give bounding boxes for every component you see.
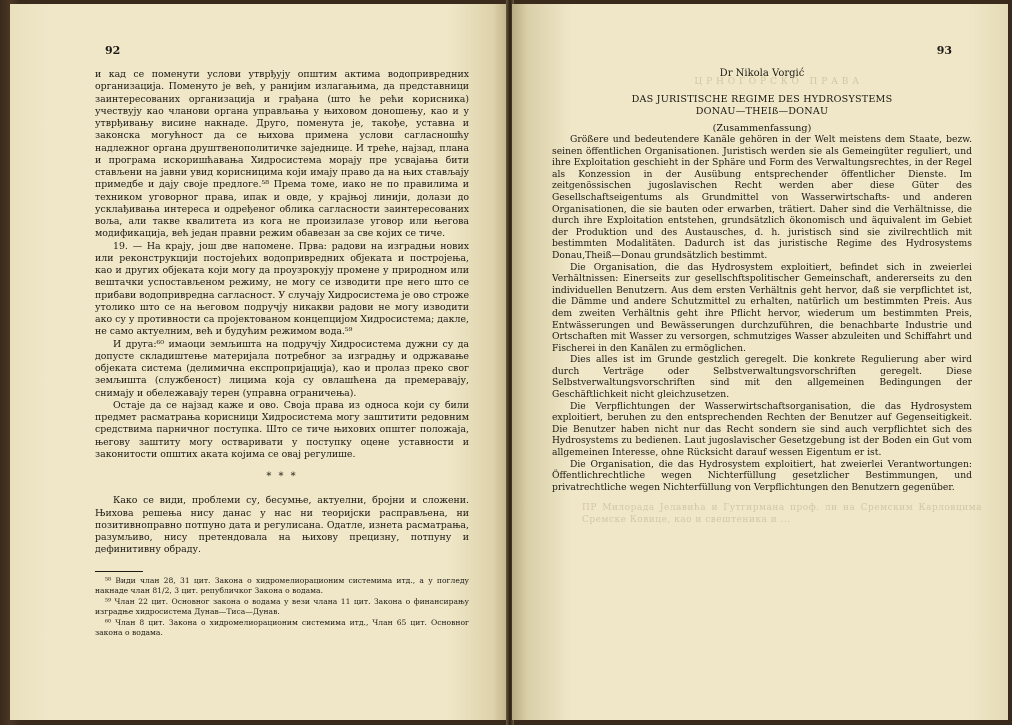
footnotes bbox=[95, 576, 469, 639]
paragraph: Dies alles ist im Grunde gestzlich geregelt. Die konkrete Regulierung aber wird durch Verträge oder Selbstverwaltungsvorschriften geregelt. Diese Selbstverwaltungsvorschriften sind mit den allgemeinen Bedingungen der Geschäftlichkeit nicht gleichzusetzen. bbox=[552, 354, 972, 401]
article-subtitle: (Zusammenfassung) bbox=[712, 123, 812, 134]
footnote: ⁵⁹ Члан 22 цит. Основног закона о водама у вези члана 11 цит. Закона о финансирању изградње хидросистема Дунав—Тиса—Дунав. bbox=[95, 597, 469, 616]
footnote: ⁶⁰ Члан 8 цит. Закона о хидромелиорационим системима итд., Члан 65 цит. Основног закона о водама. bbox=[95, 618, 469, 637]
paragraph: 19. — На крају, још две напомене. Прва: радови на изградњи нових или реконструкцији постојећих водопривредних објеката и постројења, као и других објеката који могу да проузрокују промене у природном или вештачки успостављеном режиму, не могу се изводити пре него што се прибави водопривредна сагласност. У случају Хидросистема је ово строже утолико што се на његовом подручју никакви радови не могу изводити ако су у противности са пројектованом концепцијом Хидросистема; дакле, не само актуелним, већ и будућим режимом вода.⁵⁹ bbox=[95, 240, 469, 338]
paragraph: И друга:⁶⁰ имаоци земљишта на подручју Хидросистема дужни су да допусте складиштење материјала потребног за изградњу и одржавање објеката система (делимична експропријација), као и пролаз преко свог земљишта (службеност) лицима која су овлашћена да премеравају, снимају и обележавају терен (управна ограничења). bbox=[95, 338, 469, 399]
section-separator: * * * bbox=[266, 471, 298, 482]
author-name: Dr Nikola Vorgić bbox=[719, 68, 805, 79]
closing-paragraph: Како се види, проблеми су, бесумње, актуелни, бројни и сложени. Њихова решења нису данас у нас ни теоријски расправљена, ни позитивноправно потпуно дата и регулисана. Одатле, изнета расматрања, разумљиво, нису претендовала на њихову прецизну, потпуну и дефинитивну обраду. bbox=[95, 495, 469, 556]
paragraph: Die Organisation, die das Hydrosystem exploitiert, hat zweierlei Verantwortungen: Öffentlichrechtliche wegen Nichterfüllung gesetzlicher Bestimmungen, und privatrechtliche wegen Nichterfüllung von Verpflichtungen den Benutzern gegenüber. bbox=[552, 458, 972, 493]
show-through-text: ПР Милорада Јелавића и Гутгирмана проф. ли на Сремским Карловцима Сремске Ковице, као и свештеника и ... bbox=[582, 503, 982, 525]
paragraph: и кад се поменути услови утврђују општим актима водопривредних организација. Поменуто је већ, у ранијим излагањима, да представници заинтересованих организација и грађана (што ће рећи корисника) учествују као чланови органа управљања у њиховом доношењу, као и у утврђивању висине накнаде. Друго, поменута је, такође, уставна и законска могућност да се њихова примена услови сагласношћу надлежног органа друштвенополитичке заједнице. И треће, најзад, плана и програма искоришћавања Хидросистема морају пре усвајања бити стављени на јавни увид корисницима који имају право да на њих стављају примедбе и дају своје предлоге.⁵⁸ Према томе, иако не по правилима и техником уговорног права, ипак и овде, у крајњој линији, долази до усклађивања интереса и одређеног облика сагласности заинтересованих воља, али такве квалитета из кога не произилазе уговор или његова модификација, већ један правни режим обавезан за све којих се тиче. bbox=[95, 69, 469, 240]
paragraph: Die Verpflichtungen der Wasserwirtschaftsorganisation, die das Hydrosystem exploitiert, beruhen zu den entsprechenden Rechten der Benutzer auf Gegenseitigkeit. Die Benutzer haben nicht nur das Recht sondern sie sind auch verpflichtet sich des Hydrosystems zu bedienen. Laut jugoslavischer Gesetzgebung ist der Boden ein Gut vom allgemeinen Interesse, ohne Rücksicht darauf wessen Eigentum er ist. bbox=[552, 400, 972, 459]
article-heading bbox=[552, 68, 972, 134]
page-number: 92 bbox=[105, 44, 121, 57]
page-number: 93 bbox=[936, 44, 952, 57]
body-text bbox=[95, 69, 469, 557]
footnote-rule bbox=[95, 571, 143, 572]
footnote: ⁵⁸ Види члан 28, 31 цит. Закона о хидромелиорационим системима итд., а у погледу накнаде члан 81/2, 3 цит. републичког Закона о водама. bbox=[95, 576, 469, 595]
paragraph: Größere und bedeutendere Kanäle gehören in der Welt meistens dem Staate, bezw. seinen öffentlichen Organisationen. Juristisch werden sie als Gemeingüter reguliert, und ihre Exploitation geschieht in der Sphäre und Form des Verwaltungsrechtes, in der Regel als Konzession in der Ausübung entsprechender öffentlicher Dienste. Im zeitgenössischen jugoslavischen Recht werden aber diese Güter des Gesellschaftseigentums als Grundmittel von Wasserwirtschafts- und anderen Organisationen, die sie bauten oder erwarben, trätiert. Daher sind die Verhältnisse, die durch ihre Exploitation entstehen, grundsätzlich ökonomisch und äquivalent im Gebiet der Produktion und des Austausches, d. h. juristisch sind sie zivilrechtlich mit bestimmten Modalitäten. Dadurch ist das juristische Regime des Hydrosystems Donau,Theiß—Donau grundsätzlich bestimmt. bbox=[552, 134, 972, 261]
paragraph: Die Organisation, die das Hydrosystem exploitiert, befindet sich in zweierlei Verhältnissen: Einerseits zur gesellschftspolitischer Gemeinschaft, andererseits zu den individuellen Benutzern. Aus dem ersten Verhältnis geht hervor, daß sie verpflichtet ist, die Dämme und andere Schutzmittel zu erhalten, natürlich um bestimmten Preis. Aus dem zweiten Verhältnis geht ihre Pflicht hervor, wiederum um bestimmten Preis, Entwässerungen und Bewässerungen durchzuführen, die benachbarte Industrie und Ortschaften mit Wasser zu versorgen, schmutziges Wasser abzuleiten und Schiffahrt und Fischerei in den Kanälen zu ermöglichen. bbox=[552, 261, 972, 354]
paragraph: Остаје да се најзад каже и ово. Своја права из односа који су били предмет расматрања корисници Хидросистема могу заштитити редовним средствима парничног поступка. Што се тиче њихових општег положаја, његову заштиту могу остваривати у поступку оцене уставности и законитости општих аката којима се овај регулише. bbox=[95, 399, 469, 460]
article-title: DAS JURISTISCHE REGIME DES HYDROSYSTEMS DONAU—THEIß—DONAU bbox=[631, 94, 893, 117]
summary-text bbox=[552, 134, 972, 493]
show-through-text: Ц Р Н О Г О Р С К О П Р А В А bbox=[694, 77, 860, 87]
right-page bbox=[512, 4, 1008, 720]
